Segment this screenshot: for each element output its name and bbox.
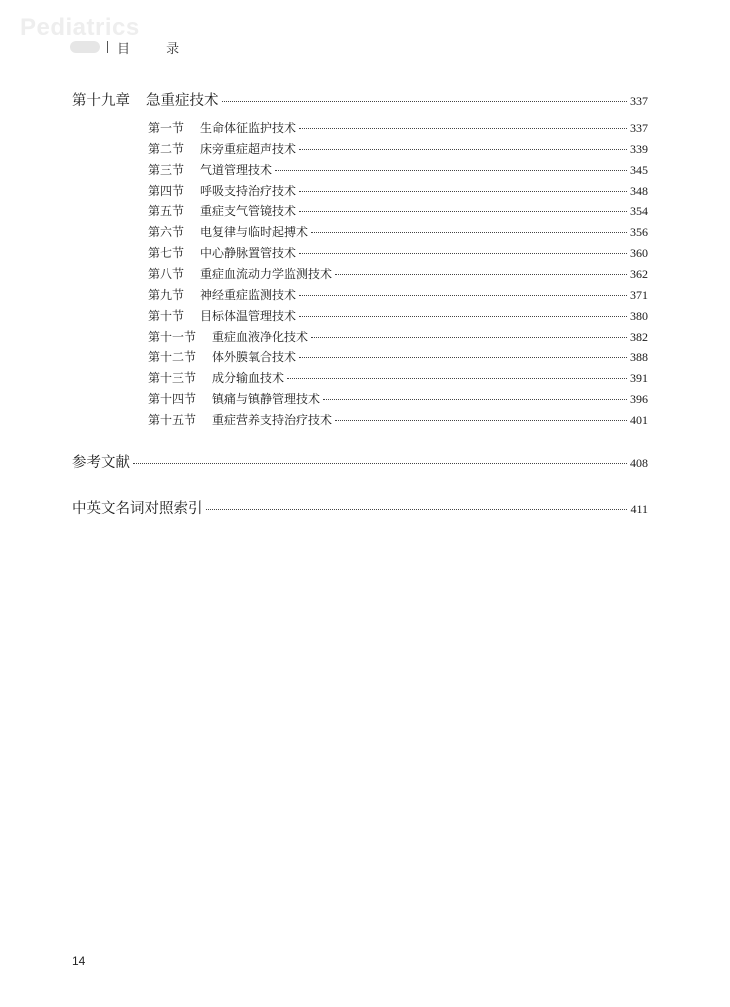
section-label — [148, 328, 308, 345]
section-label — [148, 369, 284, 386]
section-number: 第三节 — [148, 162, 185, 177]
section-number: 第九节 — [148, 287, 185, 302]
page-number: 14 — [72, 954, 86, 968]
references-title: 参考文献 — [72, 455, 130, 471]
section-number: 第八节 — [148, 266, 185, 281]
dot-leader — [335, 420, 627, 421]
section-label — [148, 244, 296, 261]
toc-section-entry[interactable] — [148, 348, 648, 365]
dot-leader — [299, 149, 627, 150]
section-number: 第五节 — [148, 204, 185, 219]
dot-leader — [206, 509, 628, 510]
toc-section-entry[interactable] — [148, 202, 648, 219]
chapter-number: 第十九章 — [72, 93, 130, 109]
section-label — [148, 390, 320, 407]
toc-references-entry[interactable] — [72, 451, 648, 472]
section-page: 391 — [630, 371, 648, 386]
chapter-page: 337 — [630, 94, 648, 108]
chapter-label — [72, 89, 219, 110]
section-title: 生命体征监护技术 — [200, 121, 297, 135]
chapter-title: 急重症技术 — [146, 93, 219, 109]
section-label — [148, 202, 296, 219]
dot-leader — [335, 274, 627, 275]
section-number: 第四节 — [148, 183, 185, 198]
section-page: 337 — [630, 121, 648, 135]
section-page: 382 — [630, 329, 648, 344]
toc-section-entry[interactable] — [148, 244, 648, 261]
section-title: 体外膜氧合技术 — [212, 350, 297, 365]
section-label — [148, 119, 296, 136]
section-label — [148, 140, 296, 157]
dot-leader — [222, 101, 628, 102]
section-page: 348 — [630, 183, 648, 198]
dot-leader — [311, 337, 627, 338]
section-page: 339 — [630, 141, 648, 156]
section-title: 神经重症监测技术 — [200, 287, 297, 302]
section-number: 第十三节 — [148, 371, 197, 386]
section-page: 388 — [630, 350, 648, 365]
toc-section-entry[interactable] — [148, 307, 648, 324]
dot-leader — [311, 232, 627, 233]
section-title: 重症血流动力学监测技术 — [200, 266, 333, 281]
section-title: 气道管理技术 — [200, 162, 273, 177]
toc-section-entry[interactable] — [148, 119, 648, 136]
section-title: 重症营养支持治疗技术 — [212, 412, 333, 427]
watermark-text: Pediatrics — [20, 14, 140, 41]
section-number: 第十五节 — [148, 412, 197, 427]
section-number: 第六节 — [148, 225, 185, 240]
dot-leader — [287, 378, 627, 379]
section-number: 第一节 — [148, 121, 185, 135]
index-title: 中英文名词对照索引 — [72, 501, 203, 517]
dot-leader — [275, 170, 627, 171]
toc-section-entry[interactable] — [148, 223, 648, 240]
section-label — [148, 223, 308, 240]
toc-chapter-entry[interactable] — [72, 89, 648, 110]
toc-index-entry[interactable] — [72, 497, 648, 518]
dot-leader — [299, 253, 627, 254]
dot-leader — [323, 399, 627, 400]
dot-leader — [299, 295, 627, 296]
section-page: 356 — [630, 225, 648, 240]
dot-leader — [299, 128, 627, 129]
section-page: 380 — [630, 308, 648, 323]
dot-leader — [299, 316, 627, 317]
header-ornament — [70, 41, 100, 53]
toc-section-entry[interactable] — [148, 390, 648, 407]
section-title: 镇痛与镇静管理技术 — [212, 392, 321, 407]
toc-section-entry[interactable] — [148, 140, 648, 157]
section-title: 重症血液净化技术 — [212, 329, 309, 344]
page-header-title: 目 录 — [117, 42, 196, 57]
section-page: 345 — [630, 162, 648, 177]
header-divider — [107, 41, 108, 53]
toc-section-entry[interactable] — [148, 161, 648, 178]
section-page: 354 — [630, 204, 648, 219]
section-title: 目标体温管理技术 — [200, 308, 297, 323]
section-title: 中心静脉置管技术 — [200, 246, 297, 261]
section-page: 401 — [630, 412, 648, 427]
section-page: 371 — [630, 287, 648, 302]
toc-section-entry[interactable] — [148, 369, 648, 386]
dot-leader — [299, 357, 627, 358]
section-number: 第十一节 — [148, 329, 197, 344]
toc-section-entry[interactable] — [148, 182, 648, 199]
toc-section-entry[interactable] — [148, 265, 648, 282]
section-title: 呼吸支持治疗技术 — [200, 183, 297, 198]
section-label — [148, 411, 332, 428]
section-page: 396 — [630, 392, 648, 407]
section-label — [148, 307, 296, 324]
section-number: 第十二节 — [148, 350, 197, 365]
section-title: 重症支气管镜技术 — [200, 204, 297, 219]
section-number: 第二节 — [148, 141, 185, 156]
section-title: 床旁重症超声技术 — [200, 141, 297, 156]
section-number: 第十四节 — [148, 392, 197, 407]
section-page: 360 — [630, 246, 648, 261]
toc-section-entry[interactable] — [148, 411, 648, 428]
dot-leader — [133, 463, 627, 464]
section-label — [148, 348, 296, 365]
references-page: 408 — [630, 456, 648, 470]
toc-section-entry[interactable] — [148, 328, 648, 345]
toc-section-entry[interactable] — [148, 286, 648, 303]
section-title: 电复律与临时起搏术 — [200, 225, 309, 240]
section-page: 362 — [630, 266, 648, 281]
section-title: 成分输血技术 — [212, 371, 285, 386]
dot-leader — [299, 191, 627, 192]
section-label — [148, 161, 272, 178]
section-number: 第十节 — [148, 308, 185, 323]
section-number: 第七节 — [148, 246, 185, 261]
section-label — [148, 286, 296, 303]
section-label — [148, 182, 296, 199]
section-label — [148, 265, 332, 282]
index-page: 411 — [630, 502, 648, 516]
dot-leader — [299, 211, 627, 212]
